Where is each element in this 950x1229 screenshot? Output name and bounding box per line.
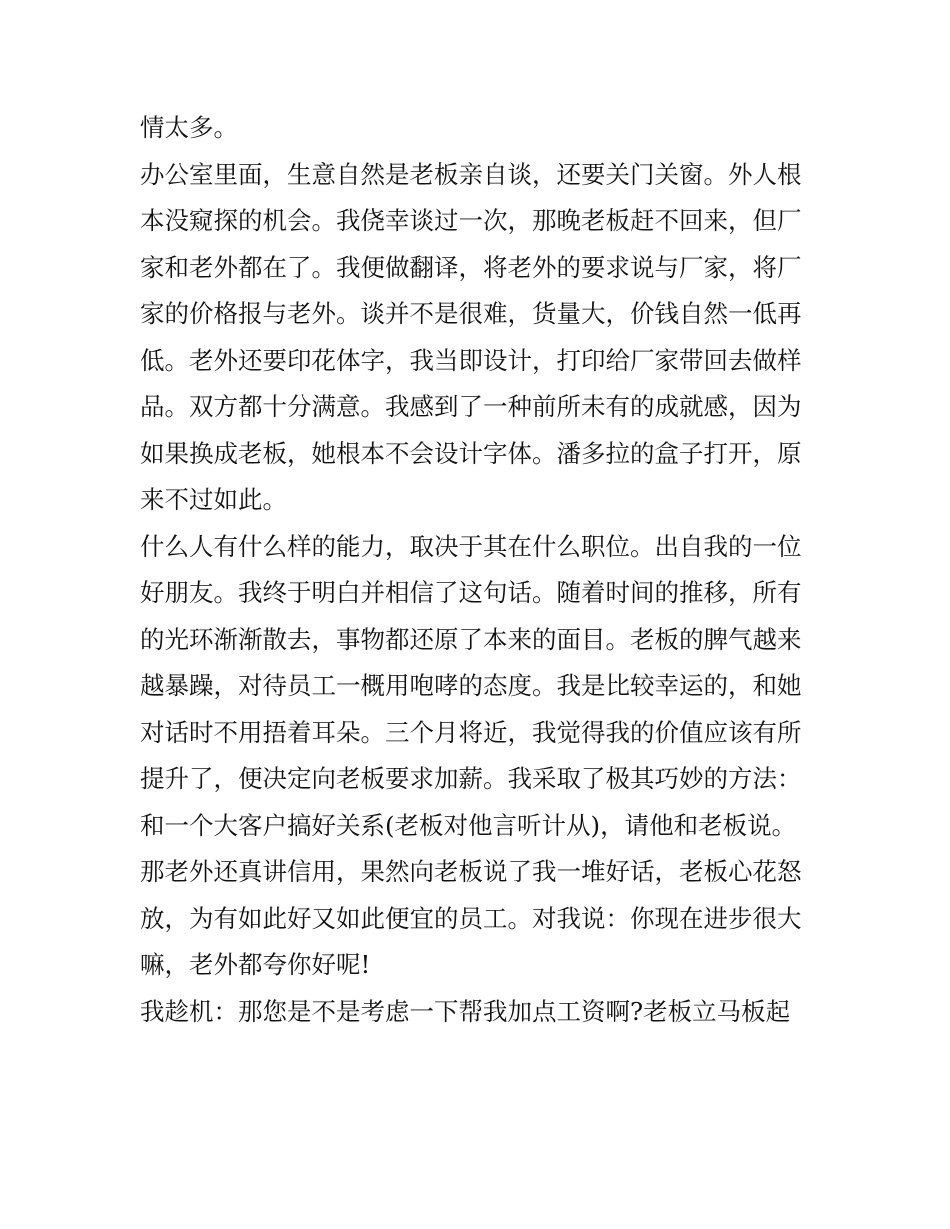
text-line: 那老外还真讲信用，果然向老板说了我一堆好话，老板心花怒 [140,857,802,886]
text-line: 对话时不用捂着耳朵。三个月将近，我觉得我的价值应该有所 [140,717,802,747]
text-line: 办公室里面，生意自然是老板亲自谈，还要关门关窗。外人根 [140,159,802,189]
text-line: 越暴躁，对待员工一概用咆哮的态度。我是比较幸运的，和她 [140,671,802,700]
text-line: 和一个大客户搞好关系(老板对他言听计从)，请他和老板说。 [140,810,797,840]
text-line: 的光环渐渐散去，事物都还原了本来的面目。老板的脾气越来 [140,624,802,654]
text-line: 本没窥探的机会。我侥幸谈过一次，那晚老板赶不回来，但厂 [140,206,802,235]
text-line: 情太多。 [140,113,238,142]
text-line: 放，为有如此好又如此便宜的员工。对我说：你现在进步很大 [140,903,802,933]
text-line: 家的价格报与老外。谈并不是很难，货量大，价钱自然一低再 [140,299,802,328]
text-line: 嘛，老外都夸你好呢! [140,950,371,979]
text-line: 什么人有什么样的能力，取决于其在什么职位。出自我的一位 [140,531,802,561]
text-line: 好朋友。我终于明白并相信了这句话。随着时间的推移，所有 [140,578,802,607]
text-line: 家和老外都在了。我便做翻译，将老外的要求说与厂家，将厂 [140,252,802,282]
text-line: 我趁机：那您是不是考虑一下帮我加点工资啊?老板立马板起 [140,996,791,1026]
text-line: 如果换成老板，她根本不会设计字体。潘多拉的盒子打开，原 [140,438,802,468]
text-line: 提升了，便决定向老板要求加薪。我采取了极其巧妙的方法： [140,764,802,793]
text-line: 低。老外还要印花体字，我当即设计，打印给厂家带回去做样 [140,345,802,375]
text-line: 品。双方都十分满意。我感到了一种前所未有的成就感，因为 [140,392,802,421]
body-text [140,105,820,1035]
text-line: 来不过如此。 [140,485,287,514]
